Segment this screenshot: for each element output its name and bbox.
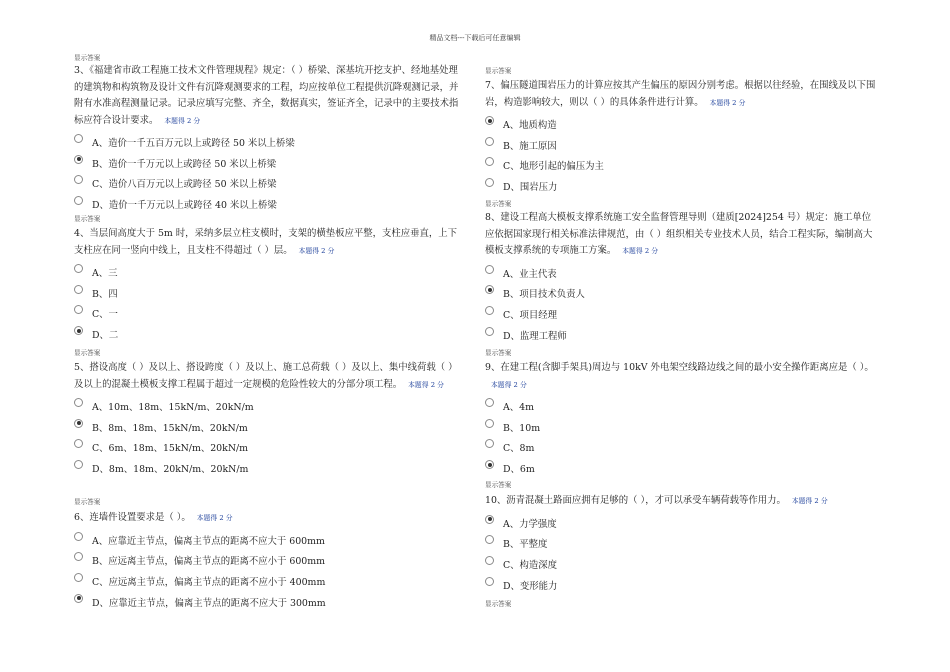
radio-button[interactable] (74, 552, 83, 561)
option-label: C、地形引起的偏压为主 (503, 161, 604, 173)
radio-button[interactable] (485, 285, 494, 294)
radio-button[interactable] (485, 178, 494, 187)
answer-option[interactable] (485, 114, 879, 135)
option-label: A、10m、18m、15kN/m、20kN/m (92, 402, 254, 414)
question-text: 8、建设工程高大模板支撑系统施工安全监督管理导则（建质[2024]254 号）规定：施工单位应依据国家现行相关标准法律规范，由（ ）组织相关专业技术人员，结合工程实际，编制高大模板支撑系统的专项施工方案。 (485, 212, 873, 256)
answer-option[interactable] (485, 396, 879, 417)
show-answer-link[interactable]: 显示答案 (485, 349, 512, 357)
radio-button[interactable] (485, 137, 494, 146)
answer-option[interactable] (485, 417, 879, 438)
option-label: C、应远离主节点，偏离主节点的距离不应小于 400mm (92, 576, 326, 588)
answer-option[interactable] (74, 571, 460, 592)
answer-option[interactable] (485, 513, 879, 534)
answer-option[interactable] (74, 303, 460, 324)
option-label: C、项目经理 (503, 309, 558, 321)
question-text: 10、沥青混凝土路面应拥有足够的（ ），才可以承受车辆荷载等作用力。 (485, 495, 786, 506)
show-answer-link[interactable]: 显示答案 (74, 498, 101, 506)
answer-option[interactable] (74, 591, 460, 612)
option-label: A、业主代表 (503, 268, 557, 280)
option-label: D、监理工程师 (503, 330, 567, 342)
score-label: 本题得 2 分 (298, 246, 335, 255)
score-label: 本题得 2 分 (408, 380, 444, 389)
option-label: A、地质构造 (503, 120, 557, 132)
question-text: 9、在建工程(含脚手架具)周边与 10kV 外电架空线路边线之间的最小安全操作距离应是（ ）。 (485, 362, 874, 373)
question-8 (485, 210, 879, 345)
answer-option[interactable] (74, 262, 460, 283)
radio-button[interactable] (74, 134, 83, 143)
radio-button[interactable] (485, 265, 494, 274)
answer-option[interactable] (485, 458, 879, 479)
radio-button[interactable] (74, 326, 83, 335)
answer-option[interactable] (485, 283, 879, 304)
score-label: 本题得 2 分 (164, 116, 201, 125)
answer-option[interactable] (74, 173, 460, 194)
question-5 (74, 360, 460, 478)
radio-button[interactable] (485, 460, 494, 469)
question-stem (74, 360, 460, 393)
question-10 (485, 493, 879, 595)
radio-button[interactable] (74, 155, 83, 164)
option-label: C、8m (503, 443, 535, 455)
radio-button[interactable] (485, 306, 494, 315)
question-6 (74, 510, 460, 612)
radio-button[interactable] (74, 439, 83, 448)
answer-option[interactable] (485, 176, 879, 197)
answer-option[interactable] (485, 155, 879, 176)
answer-option[interactable] (74, 550, 460, 571)
question-stem (485, 78, 879, 111)
question-text: 4、当层间高度大于 5m 时，采纳多层立柱支模时，支架的横垫板应平整，支柱应垂直，上下支柱应在同一竖向中线上，且支柱不得超过（ ）层。 (74, 228, 458, 256)
radio-button[interactable] (485, 398, 494, 407)
radio-button[interactable] (485, 535, 494, 544)
option-label: B、平整度 (503, 539, 548, 551)
answer-option[interactable] (74, 437, 460, 458)
question-stem (485, 360, 879, 393)
question-4 (74, 226, 460, 344)
option-label: B、10m (503, 422, 541, 434)
option-label: B、施工原因 (503, 140, 557, 152)
option-label: B、项目技术负责人 (503, 289, 585, 301)
option-label: D、造价一千万元以上或跨径 40 米以上桥梁 (92, 200, 277, 212)
option-label: D、变形能力 (503, 580, 558, 592)
radio-button[interactable] (485, 157, 494, 166)
option-label: A、力学强度 (503, 518, 557, 530)
answer-option[interactable] (485, 135, 879, 156)
radio-button[interactable] (74, 594, 83, 603)
option-label: C、6m、18m、15kN/m、20kN/m (92, 443, 249, 455)
option-label: A、应靠近主节点，偏离主节点的距离不应大于 600mm (92, 535, 325, 547)
score-label: 本题得 2 分 (709, 98, 746, 107)
answer-option[interactable] (74, 324, 460, 345)
radio-button[interactable] (74, 305, 83, 314)
show-answer-link[interactable]: 显示答案 (485, 600, 512, 608)
question-text: 5、搭设高度（ ）及以上、搭设跨度（ ）及以上、施工总荷载（ ）及以上、集中线荷载（ ）及以上的混凝土模板支撑工程属于超过一定规模的危险性较大的分部分项工程。 (74, 362, 458, 390)
answer-option[interactable] (74, 417, 460, 438)
radio-button[interactable] (74, 264, 83, 273)
question-stem (74, 510, 460, 527)
score-label: 本题得 2 分 (196, 514, 233, 522)
question-stem (485, 493, 879, 510)
radio-button[interactable] (485, 556, 494, 565)
question-7 (485, 78, 879, 196)
answer-option[interactable] (74, 530, 460, 551)
option-label: A、4m (503, 402, 534, 414)
score-label: 本题得 2 分 (491, 380, 527, 389)
option-label: B、四 (92, 288, 118, 300)
answer-option[interactable] (74, 194, 460, 215)
show-answer-link[interactable]: 显示答案 (485, 481, 512, 489)
option-label: D、应靠近主节点，偏离主节点的距离不应大于 300mm (92, 597, 326, 609)
question-text: 6、连墙件设置要求是（ ）。 (74, 512, 191, 523)
option-label: D、6m (503, 464, 535, 476)
question-text: 7、偏压隧道围岩压力的计算应按其产生偏压的原因分别考虑。根据以往经验，在围线及以下围岩，构造影响较大，则以（ ）的具体条件进行计算。 (485, 80, 876, 108)
answer-option[interactable] (74, 132, 460, 153)
radio-button[interactable] (74, 398, 83, 407)
option-label: C、一 (92, 309, 118, 321)
option-label: D、二 (92, 330, 119, 342)
answer-option[interactable] (485, 554, 879, 575)
show-answer-link[interactable]: 显示答案 (74, 349, 101, 357)
answer-option[interactable] (74, 396, 460, 417)
question-stem (485, 210, 879, 260)
option-label: A、三 (92, 268, 118, 280)
radio-button[interactable] (74, 573, 83, 582)
question-text: 3、《福建省市政工程施工技术文件管理规程》规定：（ ）桥梁、深基坑开挖支护、经地基处理的建筑物和构筑物及设计文件有沉降观测要求的工程，均应按单位工程提供沉降观测记录，并附有水准高程测量记录。记录应填写完整、齐全，数据真实，签证齐全，记录中的主要技术指标应符合设计要求。 (74, 65, 459, 126)
option-label: B、造价一千万元以上或跨径 50 米以上桥梁 (92, 158, 277, 170)
answer-option[interactable] (485, 574, 879, 595)
answer-option[interactable] (485, 324, 879, 345)
radio-button[interactable] (485, 439, 494, 448)
option-label: C、构造深度 (503, 559, 558, 571)
radio-button[interactable] (485, 116, 494, 125)
radio-button[interactable] (74, 285, 83, 294)
answer-option[interactable] (74, 458, 460, 479)
option-label: D、8m、18m、20kN/m、20kN/m (92, 464, 249, 476)
radio-button[interactable] (74, 532, 83, 541)
option-label: B、8m、18m、15kN/m、20kN/m (92, 422, 248, 434)
radio-button[interactable] (485, 577, 494, 586)
radio-button[interactable] (74, 419, 83, 428)
answer-option[interactable] (485, 533, 879, 554)
answer-option[interactable] (485, 263, 879, 284)
show-answer-link[interactable]: 显示答案 (485, 67, 512, 75)
show-answer-link[interactable]: 显示答案 (485, 200, 512, 208)
answer-option[interactable] (74, 283, 460, 304)
option-label: B、应远离主节点，偏离主节点的距离不应小于 600mm (92, 556, 326, 568)
show-answer-link[interactable]: 显示答案 (74, 54, 101, 62)
radio-button[interactable] (485, 327, 494, 336)
answer-option[interactable] (485, 437, 879, 458)
option-label: D、围岩压力 (503, 182, 558, 194)
answer-option[interactable] (74, 153, 460, 174)
radio-button[interactable] (485, 515, 494, 524)
question-stem (74, 226, 460, 259)
score-label: 本题得 2 分 (622, 247, 659, 255)
answer-option[interactable] (485, 304, 879, 325)
radio-button[interactable] (485, 419, 494, 428)
radio-button[interactable] (74, 175, 83, 184)
score-label: 本题得 2 分 (791, 497, 828, 505)
page-header: 精品文档---下载后可任意编辑 (429, 34, 521, 42)
show-answer-link[interactable]: 显示答案 (74, 215, 101, 223)
radio-button[interactable] (74, 460, 83, 469)
question-9 (485, 360, 879, 478)
radio-button[interactable] (74, 196, 83, 205)
option-label: A、造价一千五百万元以上或跨径 50 米以上桥梁 (92, 138, 295, 150)
question-3 (74, 63, 460, 214)
question-stem (74, 63, 460, 129)
option-label: C、造价八百万元以上或跨径 50 米以上桥梁 (92, 179, 277, 191)
